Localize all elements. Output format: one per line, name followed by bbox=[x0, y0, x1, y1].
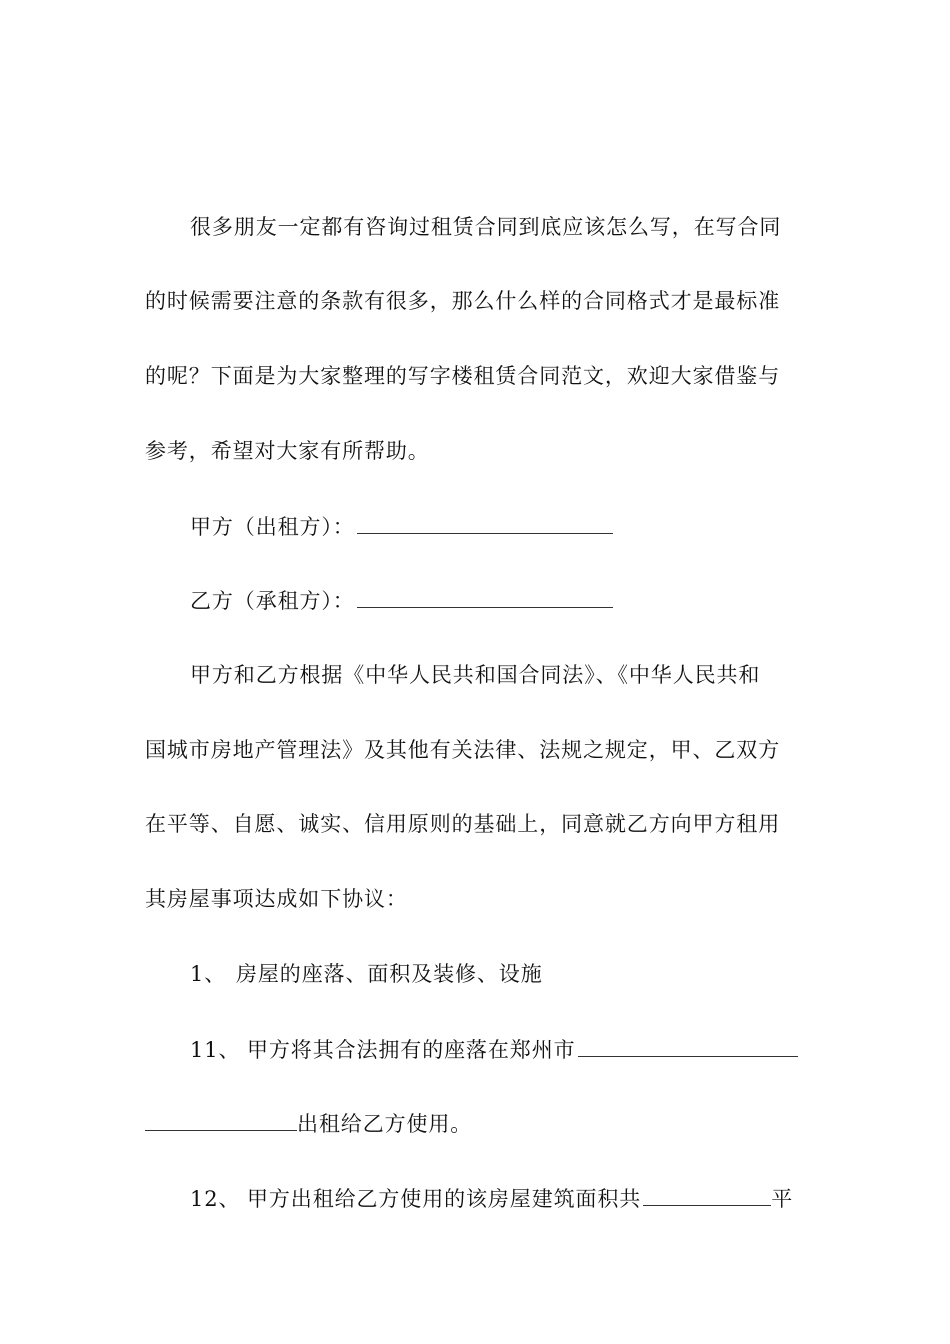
section-1-number: 1、 bbox=[190, 962, 227, 986]
intro-line-2: 的时候需要注意的条款有很多，那么什么样的合同格式才是最标准 bbox=[145, 289, 781, 313]
clause-11-number: 11、 bbox=[190, 1038, 241, 1062]
clause-12-number: 12、 bbox=[190, 1187, 241, 1211]
clause-12-unit: 平 bbox=[771, 1187, 794, 1211]
party-a-line bbox=[190, 511, 613, 542]
clause-11-continuation: 出租给乙方使用。 bbox=[297, 1112, 473, 1136]
intro-line-4: 参考，希望对大家有所帮助。 bbox=[145, 439, 430, 463]
clause-11-continuation-line bbox=[145, 1108, 472, 1139]
agreement-line-3: 在平等、自愿、诚实、信用原则的基础上，同意就乙方向甲方租用 bbox=[145, 812, 781, 836]
party-b-label: 乙方（承租方）： bbox=[190, 589, 355, 613]
agreement-line-1: 甲方和乙方根据《中华人民共和国合同法》、《中华人民共和 bbox=[190, 663, 761, 687]
agreement-line-4: 其房屋事项达成如下协议： bbox=[145, 887, 408, 911]
clause-12-area-blank[interactable] bbox=[643, 1183, 771, 1206]
clause-12-text: 甲方出租给乙方使用的该房屋建筑面积共 bbox=[247, 1187, 642, 1211]
clause-11-location-blank[interactable] bbox=[578, 1034, 798, 1057]
clause-12-line bbox=[190, 1183, 793, 1214]
section-1-title: 房屋的座落、面积及装修、设施 bbox=[236, 962, 543, 986]
intro-line-1: 很多朋友一定都有咨询过租赁合同到底应该怎么写，在写合同 bbox=[190, 215, 782, 239]
agreement-line-2: 国城市房地产管理法》及其他有关法律、法规之规定，甲、乙双方 bbox=[145, 738, 781, 762]
party-a-label: 甲方（出租方）： bbox=[190, 515, 355, 539]
party-b-line bbox=[190, 585, 613, 616]
section-1-heading bbox=[190, 959, 543, 989]
party-b-blank[interactable] bbox=[357, 585, 613, 608]
party-a-blank[interactable] bbox=[357, 511, 613, 534]
clause-11-location-blank-2[interactable] bbox=[145, 1108, 297, 1131]
clause-11-line bbox=[190, 1034, 798, 1065]
intro-line-3: 的呢？下面是为大家整理的写字楼租赁合同范文，欢迎大家借鉴与 bbox=[145, 364, 781, 388]
clause-11-text: 甲方将其合法拥有的座落在郑州市 bbox=[247, 1038, 576, 1062]
